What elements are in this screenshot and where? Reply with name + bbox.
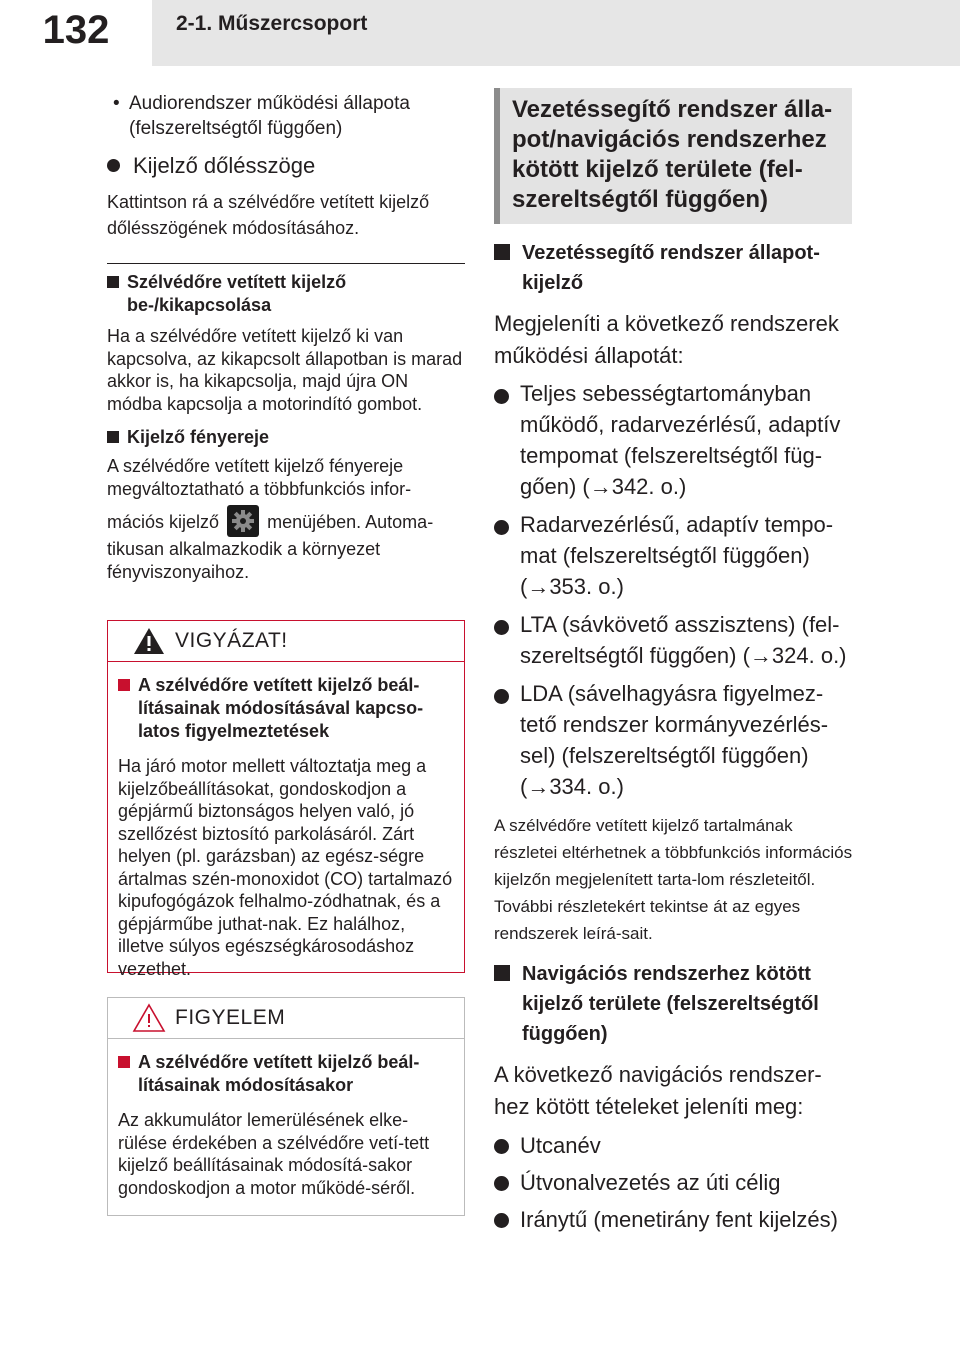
right-column bbox=[494, 238, 854, 1238]
section-box-title: Vezetéssegítő rendszer álla-pot/navigációs rendszerhez kötött kijelző területe (fel-szereltségtől függően) bbox=[512, 96, 833, 213]
bullet-dot bbox=[494, 689, 509, 704]
section-marker bbox=[494, 244, 510, 260]
warning-heading bbox=[118, 674, 454, 743]
list-item bbox=[494, 1164, 854, 1201]
warning-box bbox=[107, 620, 465, 979]
warning-header bbox=[108, 621, 464, 662]
navigation-heading bbox=[494, 959, 854, 1049]
audio-status-bullet bbox=[107, 91, 465, 141]
list-item bbox=[494, 1127, 854, 1164]
gear-icon-graphic bbox=[227, 505, 259, 537]
assist-title: Vezetéssegítő rendszer állapot-kijelző bbox=[522, 242, 820, 294]
notice-heading bbox=[118, 1051, 454, 1097]
list-item bbox=[494, 378, 854, 502]
section-title-box bbox=[494, 88, 852, 224]
list-item bbox=[494, 678, 854, 802]
audio-status-text: Audiorendszer működési állapota (felszereltségtől függően) bbox=[129, 93, 410, 139]
list-item bbox=[494, 609, 854, 671]
notice-heading-text: A szélvédőre vetített kijelző beál-lításainak módosításakor bbox=[138, 1052, 420, 1095]
content-note: A szélvédőre vetített kijelző tartalmának részletei eltérhetnek a többfunkciós információs kijelzőn megjelenített tarta-lom részleteitől. További részletekért tekintse át az egyes rendszerek leírá-sait. bbox=[494, 816, 853, 943]
brightness-heading bbox=[107, 426, 465, 449]
divider bbox=[107, 263, 465, 264]
section-title: 2-1. Műszercsoport bbox=[176, 12, 368, 35]
bullet-dot bbox=[494, 1176, 509, 1191]
list-item bbox=[494, 1201, 854, 1238]
warning-heading-text: A szélvédőre vetített kijelző beál-lításainak módosításával kapcso-latos figyelmeztetések bbox=[138, 675, 424, 741]
list-item-text: LTA (sávkövető asszisztens) (fel-szereltségtől függően) (→324. o.) bbox=[520, 612, 847, 668]
tilt-title: Kijelző dőlésszöge bbox=[133, 153, 316, 178]
section-marker-red bbox=[118, 679, 130, 691]
warning-triangle-icon bbox=[132, 626, 166, 656]
gear-icon bbox=[227, 505, 259, 537]
list-item-text: LDA (sávelhagyásra figyelmez-tető rendszer kormányvezérlés-sel) (felszereltségtől függően) (→334. o.) bbox=[520, 681, 829, 799]
navigation-list bbox=[494, 1127, 854, 1238]
bullet-dot bbox=[494, 1213, 509, 1228]
notice-content bbox=[108, 1039, 464, 1199]
bullet-dot bbox=[494, 1139, 509, 1154]
navigation-intro: A következő navigációs rendszer-hez kötött tételeket jeleníti meg: bbox=[494, 1062, 822, 1119]
brightness-text bbox=[107, 455, 465, 583]
bullet-dot bbox=[107, 159, 120, 172]
caution-triangle-icon bbox=[132, 1003, 166, 1033]
brightness-line-part: menüjében. Automa- bbox=[267, 512, 434, 532]
section-marker-red bbox=[118, 1056, 130, 1068]
page-number: 132 bbox=[0, 0, 152, 66]
onoff-heading bbox=[107, 271, 465, 317]
assist-list bbox=[494, 378, 854, 802]
onoff-text: Ha a szélvédőre vetített kijelző ki van kapcsolva, az kikapcsolt állapotban is marad akkor is, ha kikapcsolja, majd újra ON módba kapcsolja a motorindító gombot. bbox=[107, 326, 463, 414]
brightness-title: Kijelző fényereje bbox=[127, 427, 270, 447]
section-marker bbox=[107, 431, 119, 443]
bullet-dot bbox=[494, 520, 509, 535]
onoff-title: Szélvédőre vetített kijelző be-/kikapcsolása bbox=[127, 272, 347, 315]
warning-title: VIGYÁZAT! bbox=[175, 629, 288, 652]
warning-content bbox=[108, 662, 464, 980]
list-item-text: Radarvezérlésű, adaptív tempo-mat (felszereltségtől függően) (→353. o.) bbox=[520, 512, 834, 599]
list-item-text: Teljes sebességtartományban működő, radarvezérlésű, adaptív tempomat (felszereltségtől füg-gően) (→342. o.) bbox=[520, 381, 841, 499]
list-item bbox=[494, 509, 854, 602]
assist-heading bbox=[494, 238, 854, 298]
section-marker bbox=[107, 276, 119, 288]
bullet-dot bbox=[494, 620, 509, 635]
brightness-line: A szélvédőre vetített kijelző fényereje megváltoztatható a többfunkciós infor- bbox=[107, 456, 412, 499]
notice-header bbox=[108, 998, 464, 1039]
navigation-title: Navigációs rendszerhez kötött kijelző területe (felszereltségtől függően) bbox=[522, 963, 819, 1045]
left-column bbox=[107, 88, 465, 583]
brightness-line-with-icon bbox=[107, 505, 465, 538]
brightness-line: tikusan alkalmazkodik a környezet fényviszonyaihoz. bbox=[107, 539, 381, 582]
list-item-text: Útvonalvezetés az úti célig bbox=[520, 1170, 781, 1195]
brightness-line-part: mációs kijelző bbox=[107, 512, 220, 532]
list-item-text: Iránytű (menetirány fent kijelzés) bbox=[520, 1207, 838, 1232]
notice-title: FIGYELEM bbox=[175, 1006, 286, 1029]
tilt-text: Kattintson rá a szélvédőre vetített kijelző dőlésszögének módosításához. bbox=[107, 192, 430, 238]
notice-box bbox=[107, 997, 465, 1216]
list-item-text: Utcanév bbox=[520, 1133, 601, 1158]
warning-text: Ha járó motor mellett változtatja meg a kijelzőbeállításokat, gondoskodjon a gépjármű biztonságos helyen való, jó szellőzést biztosító parkolásáról. Zárt helyen (pl. garázsban) az egész-ségre ártalmas szén-monoxidot (CO) tartalmazó kipufogógázok felhalmo-zódhatnak, és a gépjárműbe juthat-nak. Ez halálhoz, illetve súlyos egészségkárosodáshoz vezethet. bbox=[118, 756, 453, 979]
bullet-dot bbox=[494, 389, 509, 404]
section-marker bbox=[494, 965, 510, 981]
tilt-heading bbox=[107, 151, 465, 181]
notice-text: Az akkumulátor lemerülésének elke-rülése érdekében a szélvédőre vetí-tett kijelző beállításainak módosítá-sakor gondoskodjon a motor működé-séről. bbox=[118, 1110, 430, 1198]
assist-intro: Megjeleníti a következő rendszerek működési állapotát: bbox=[494, 311, 839, 368]
